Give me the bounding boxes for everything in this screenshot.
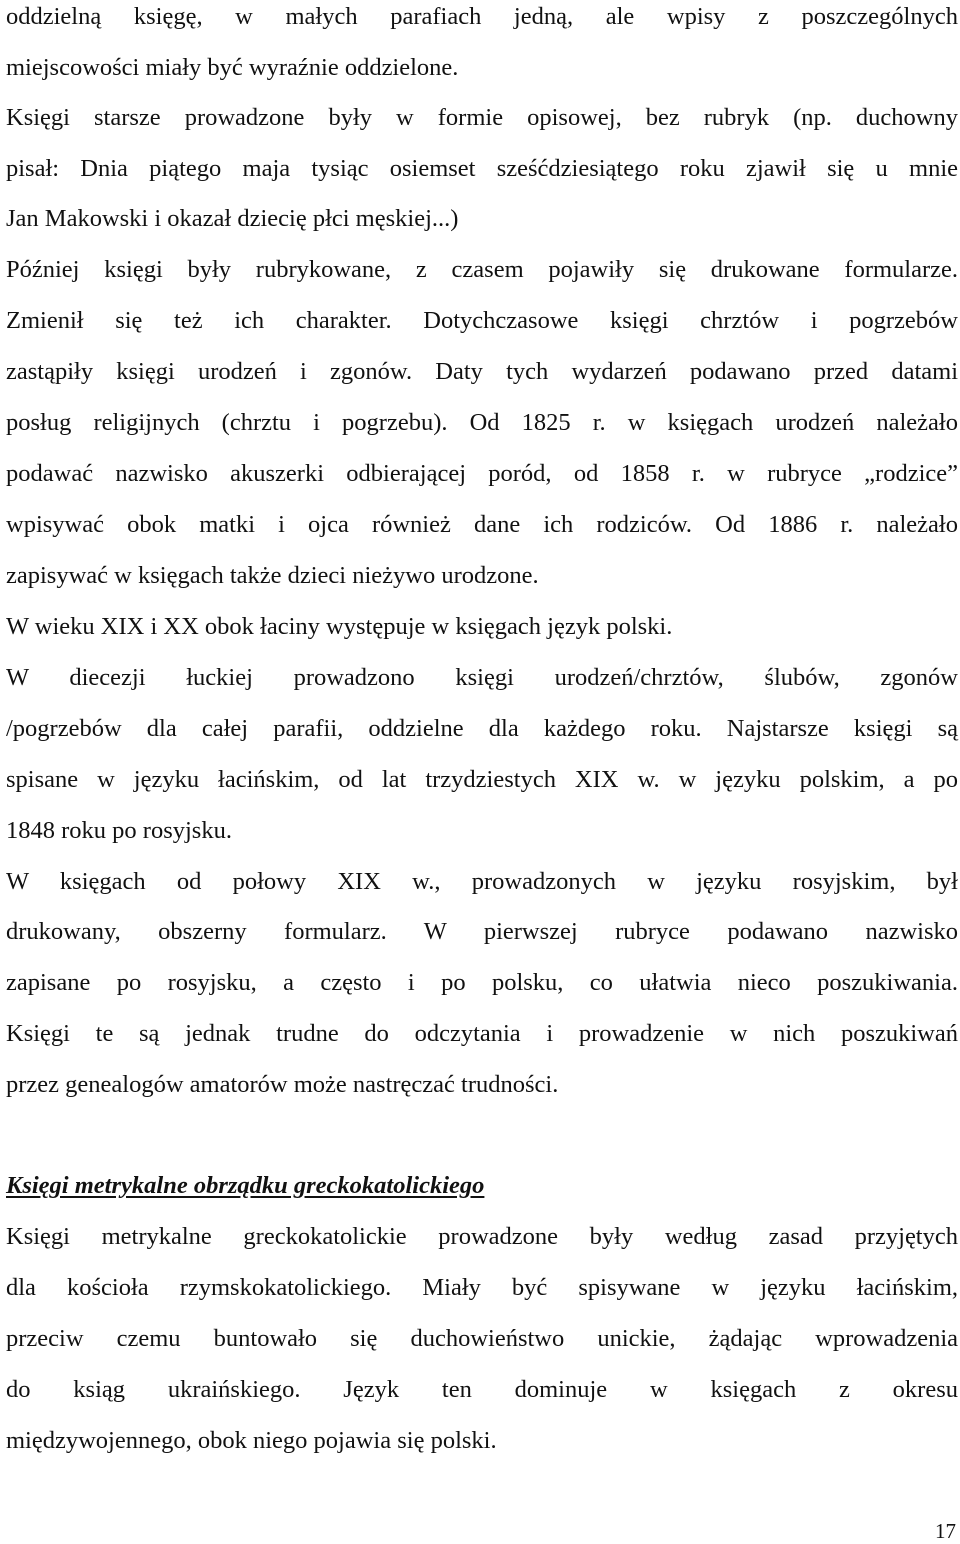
text-line: podawać nazwisko akuszerki odbierającej poród, od 1858 r. w rubryce „rodzice”	[6, 460, 958, 487]
page-number: 17	[935, 1519, 956, 1543]
text-line: Zmienił się też ich charakter. Dotychczasowe księgi chrztów i pogrzebów	[6, 307, 958, 334]
text-line: Jan Makowski i okazał dziecię płci męskiej...)	[6, 205, 459, 232]
text-line: Później księgi były rubrykowane, z czasem pojawiły się drukowane formularze.	[6, 256, 958, 283]
text-line: do ksiąg ukraińskiego. Język ten dominuje w księgach z okresu	[6, 1376, 958, 1403]
text-line: dla kościoła rzymskokatolickiego. Miały być spisywane w języku łacińskim,	[6, 1274, 958, 1301]
text-line: W diecezji łuckiej prowadzono księgi urodzeń/chrztów, ślubów, zgonów	[6, 664, 958, 691]
text-line: miejscowości miały być wyraźnie oddzielone.	[6, 54, 459, 81]
text-line: drukowany, obszerny formularz. W pierwszej rubryce podawano nazwisko	[6, 918, 958, 945]
text-line: posług religijnych (chrztu i pogrzebu). Od 1825 r. w księgach urodzeń należało	[6, 409, 958, 436]
text-line: międzywojennego, obok niego pojawia się polski.	[6, 1427, 497, 1454]
text-line: przez genealogów amatorów może nastręczać trudności.	[6, 1071, 559, 1098]
text-line: 1848 roku po rosyjsku.	[6, 817, 232, 844]
text-line: Księgi metrykalne greckokatolickie prowadzone były według zasad przyjętych	[6, 1223, 958, 1250]
text-line: zapisane po rosyjsku, a często i po polsku, co ułatwia nieco poszukiwania.	[6, 969, 958, 996]
text-line: oddzielną księgę, w małych parafiach jedną, ale wpisy z poszczególnych	[6, 3, 958, 30]
text-line: Księgi starsze prowadzone były w formie opisowej, bez rubryk (np. duchowny	[6, 104, 958, 131]
text-line: zastąpiły księgi urodzeń i zgonów. Daty tych wydarzeń podawano przed datami	[6, 358, 958, 385]
section-heading: Księgi metrykalne obrządku greckokatolickiego	[6, 1172, 485, 1199]
text-line: /pogrzebów dla całej parafii, oddzielne dla każdego roku. Najstarsze księgi są	[6, 715, 958, 742]
text-line: przeciw czemu buntowało się duchowieństwo unickie, żądając wprowadzenia	[6, 1325, 958, 1352]
text-line: Księgi te są jednak trudne do odczytania i prowadzenie w nich poszukiwań	[6, 1020, 958, 1047]
text-line: pisał: Dnia piątego maja tysiąc osiemset sześćdziesiątego roku zjawił się u mnie	[6, 155, 958, 182]
text-line: spisane w języku łacińskim, od lat trzydziestych XIX w. w języku polskim, a po	[6, 766, 958, 793]
text-line: zapisywać w księgach także dzieci nieżywo urodzone.	[6, 562, 539, 589]
text-line: W księgach od połowy XIX w., prowadzonych w języku rosyjskim, był	[6, 868, 958, 895]
text-line: wpisywać obok matki i ojca również dane ich rodziców. Od 1886 r. należało	[6, 511, 958, 538]
text-line: W wieku XIX i XX obok łaciny występuje w księgach język polski.	[6, 613, 673, 640]
